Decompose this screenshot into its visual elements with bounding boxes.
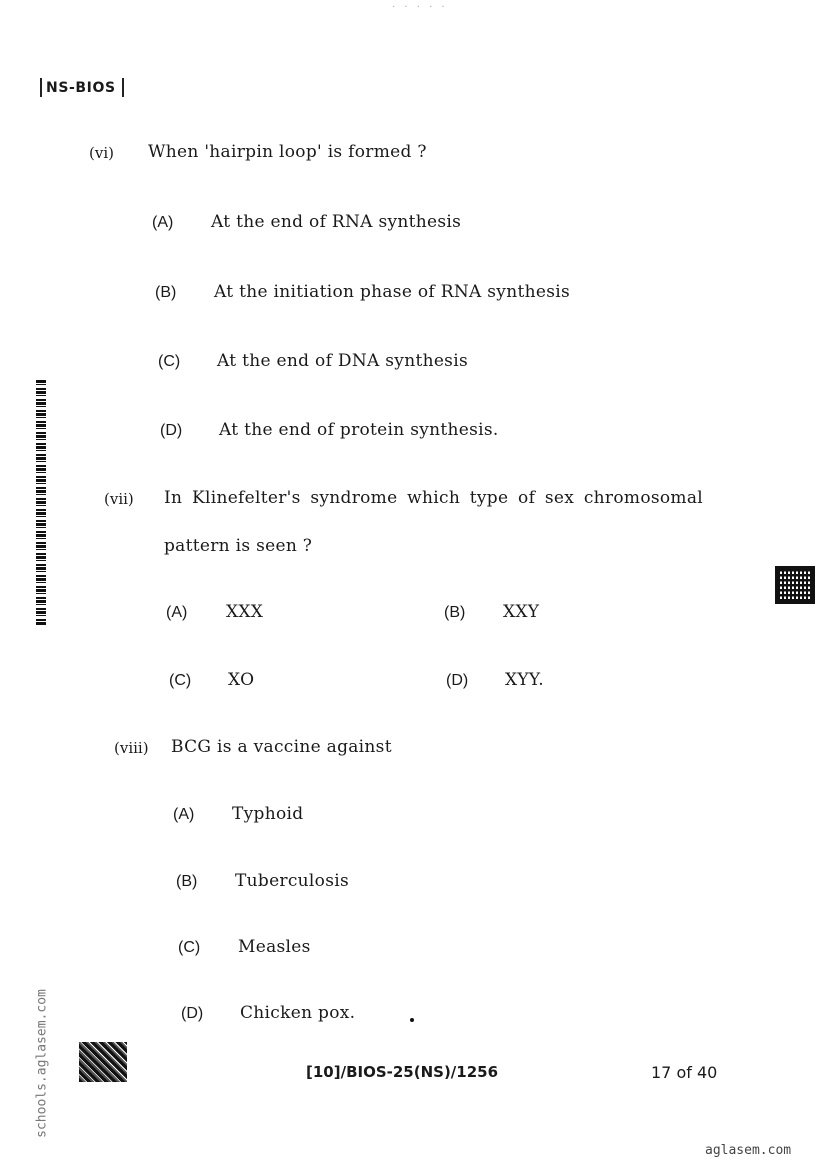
option-text: XXY bbox=[503, 602, 540, 622]
option-label: (C) bbox=[158, 353, 181, 370]
option-label: (D) bbox=[160, 422, 183, 439]
option-label: (A) bbox=[152, 214, 174, 231]
stray-dot bbox=[410, 1018, 414, 1022]
question-text-continued: pattern is seen ? bbox=[164, 536, 313, 556]
option-text: Tuberculosis bbox=[235, 871, 349, 891]
option-label: (B) bbox=[155, 284, 177, 301]
top-dots: · · · · · bbox=[392, 2, 448, 13]
option-label: (B) bbox=[176, 873, 198, 890]
option-label: (D) bbox=[446, 672, 469, 689]
option-text: Measles bbox=[238, 937, 311, 957]
option-label: (A) bbox=[166, 604, 188, 621]
question-number: (vi) bbox=[89, 144, 114, 162]
option-text: At the end of protein synthesis. bbox=[219, 420, 499, 440]
option-text: At the initiation phase of RNA synthesis bbox=[214, 282, 570, 302]
corner-watermark: aglasem.com bbox=[705, 1143, 792, 1158]
option-text: XXX bbox=[226, 602, 264, 622]
paper-header-code: NS-BIOS bbox=[40, 78, 124, 97]
option-text: Typhoid bbox=[232, 804, 304, 824]
option-text: At the end of DNA synthesis bbox=[217, 351, 468, 371]
option-label: (A) bbox=[173, 806, 195, 823]
option-text: At the end of RNA synthesis bbox=[211, 212, 462, 232]
option-text: XYY. bbox=[505, 670, 544, 690]
side-watermark: schools.aglasem.com bbox=[34, 989, 50, 1138]
option-text: XO bbox=[228, 670, 255, 690]
option-label: (C) bbox=[178, 939, 201, 956]
option-label: (B) bbox=[444, 604, 466, 621]
qr-code-icon bbox=[79, 1042, 127, 1082]
option-label: (D) bbox=[181, 1005, 204, 1022]
question-number: (viii) bbox=[114, 739, 149, 757]
option-label: (C) bbox=[169, 672, 192, 689]
option-text: Chicken pox. bbox=[240, 1003, 356, 1023]
question-text: BCG is a vaccine against bbox=[171, 737, 392, 757]
question-text: In Klinefelter's syndrome which type of sex chromosomal bbox=[164, 488, 704, 508]
barcode-strip bbox=[36, 380, 46, 626]
question-text: When 'hairpin loop' is formed ? bbox=[148, 142, 427, 162]
question-number: (vii) bbox=[104, 490, 134, 508]
paper-code: [10]/BIOS-25(NS)/1256 bbox=[306, 1063, 499, 1081]
page-number: 17 of 40 bbox=[651, 1063, 718, 1082]
qr-code-icon bbox=[775, 566, 815, 604]
